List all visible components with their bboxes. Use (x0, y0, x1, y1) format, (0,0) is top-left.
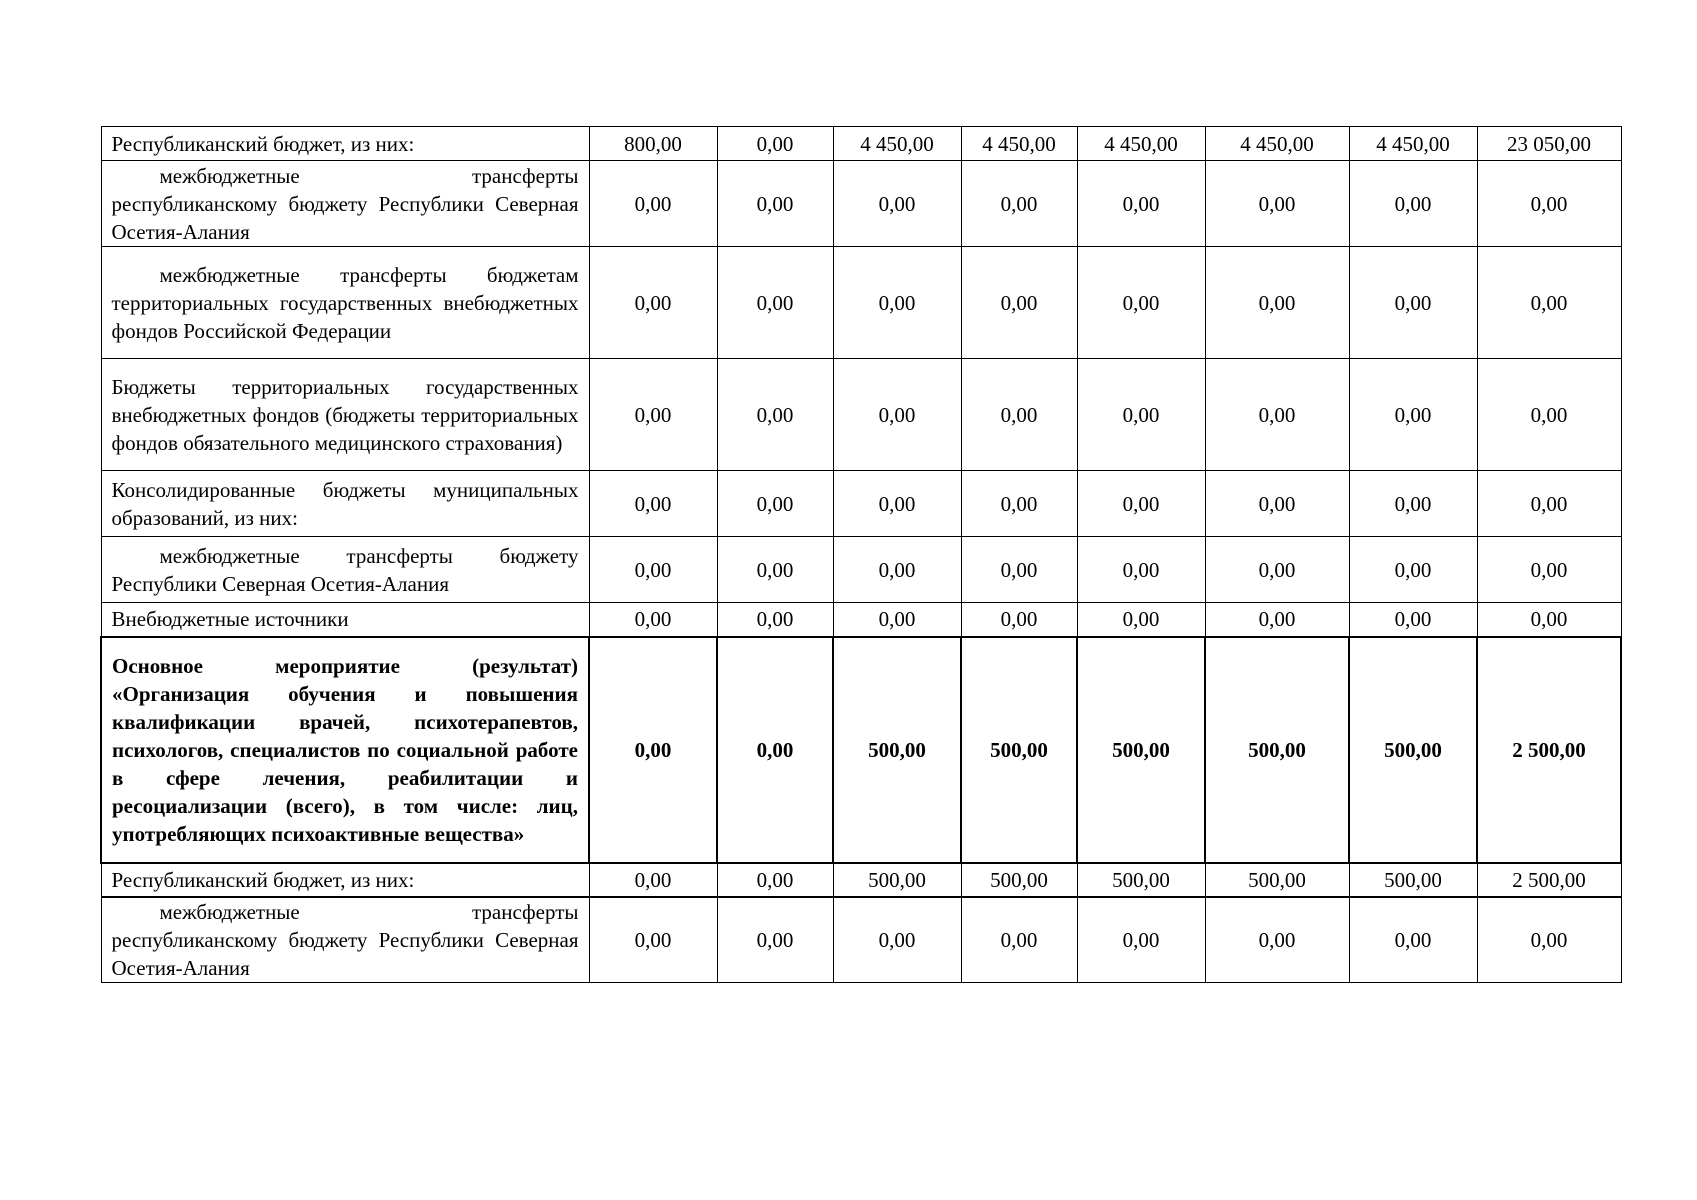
amount-cell: 4 450,00 (1349, 127, 1477, 161)
amount-cell: 0,00 (1077, 897, 1205, 983)
amount-cell: 0,00 (1349, 471, 1477, 537)
table-row (101, 359, 1621, 471)
amount-cell: 0,00 (1077, 603, 1205, 637)
row-label: межбюджетные трансферты бюджету Республики Северная Осетия-Алания (101, 537, 589, 603)
amount-cell: 0,00 (589, 897, 717, 983)
amount-cell: 0,00 (717, 471, 833, 537)
amount-cell: 500,00 (1205, 863, 1349, 897)
amount-cell: 0,00 (833, 537, 961, 603)
amount-cell: 500,00 (1077, 863, 1205, 897)
table-row (101, 537, 1621, 603)
amount-cell: 0,00 (961, 359, 1077, 471)
amount-cell: 0,00 (1205, 537, 1349, 603)
amount-cell: 0,00 (1205, 161, 1349, 247)
amount-cell: 0,00 (1477, 247, 1621, 359)
amount-cell: 0,00 (589, 161, 717, 247)
amount-cell: 0,00 (717, 161, 833, 247)
amount-cell: 0,00 (589, 471, 717, 537)
amount-cell: 0,00 (1349, 897, 1477, 983)
amount-cell: 0,00 (1077, 471, 1205, 537)
row-label: межбюджетные трансферты республиканскому бюджету Республики Северная Осетия-Алания (101, 161, 589, 247)
amount-cell: 0,00 (833, 603, 961, 637)
amount-cell: 0,00 (1477, 603, 1621, 637)
amount-cell: 0,00 (1205, 359, 1349, 471)
row-label: Бюджеты территориальных государственных внебюджетных фондов (бюджеты территориальных фондов обязательного медицинского страхования) (101, 359, 589, 471)
row-label: Внебюджетные источники (101, 603, 589, 637)
amount-cell: 0,00 (1205, 247, 1349, 359)
table-row (101, 637, 1621, 863)
table-row (101, 161, 1621, 247)
amount-cell: 0,00 (1477, 161, 1621, 247)
amount-cell: 0,00 (1077, 161, 1205, 247)
table-row (101, 247, 1621, 359)
amount-cell: 0,00 (717, 603, 833, 637)
amount-cell: 0,00 (1205, 897, 1349, 983)
amount-cell: 500,00 (1349, 863, 1477, 897)
amount-cell: 0,00 (961, 897, 1077, 983)
amount-cell: 0,00 (1077, 247, 1205, 359)
amount-cell: 0,00 (589, 637, 717, 863)
table-row (101, 863, 1621, 897)
amount-cell: 500,00 (833, 637, 961, 863)
amount-cell: 0,00 (1477, 359, 1621, 471)
amount-cell: 0,00 (717, 359, 833, 471)
amount-cell: 0,00 (1477, 537, 1621, 603)
amount-cell: 0,00 (717, 897, 833, 983)
amount-cell: 0,00 (717, 863, 833, 897)
table-row (101, 471, 1621, 537)
amount-cell: 4 450,00 (961, 127, 1077, 161)
amount-cell: 0,00 (717, 127, 833, 161)
amount-cell: 500,00 (1205, 637, 1349, 863)
amount-cell: 0,00 (961, 471, 1077, 537)
table-row (101, 897, 1621, 983)
funding-table (100, 126, 1622, 983)
amount-cell: 0,00 (589, 603, 717, 637)
row-label: Республиканский бюджет, из них: (101, 127, 589, 161)
amount-cell: 0,00 (1349, 603, 1477, 637)
amount-cell: 0,00 (717, 537, 833, 603)
amount-cell: 4 450,00 (1077, 127, 1205, 161)
amount-cell: 0,00 (1477, 897, 1621, 983)
amount-cell: 500,00 (833, 863, 961, 897)
amount-cell: 800,00 (589, 127, 717, 161)
amount-cell: 0,00 (589, 247, 717, 359)
amount-cell: 0,00 (1477, 471, 1621, 537)
amount-cell: 23 050,00 (1477, 127, 1621, 161)
amount-cell: 0,00 (961, 161, 1077, 247)
row-label: Основное мероприятие (результат) «Организация обучения и повышения квалификации врачей, психотерапевтов, психологов, специалистов по социальной работе в сфере лечения, реабилитации и ресоциализации (всего), в том числе: лиц, употребляющих психоактивные вещества» (101, 637, 589, 863)
amount-cell: 0,00 (961, 247, 1077, 359)
amount-cell: 2 500,00 (1477, 637, 1621, 863)
amount-cell: 0,00 (833, 247, 961, 359)
amount-cell: 0,00 (717, 637, 833, 863)
amount-cell: 500,00 (961, 863, 1077, 897)
table-body (101, 127, 1621, 983)
amount-cell: 500,00 (1077, 637, 1205, 863)
amount-cell: 0,00 (717, 247, 833, 359)
amount-cell: 0,00 (961, 603, 1077, 637)
table-row (101, 603, 1621, 637)
amount-cell: 0,00 (1349, 359, 1477, 471)
amount-cell: 0,00 (961, 537, 1077, 603)
amount-cell: 0,00 (589, 863, 717, 897)
amount-cell: 0,00 (1205, 471, 1349, 537)
amount-cell: 0,00 (1349, 161, 1477, 247)
amount-cell: 500,00 (1349, 637, 1477, 863)
amount-cell: 4 450,00 (833, 127, 961, 161)
amount-cell: 0,00 (589, 537, 717, 603)
amount-cell: 0,00 (833, 471, 961, 537)
amount-cell: 0,00 (589, 359, 717, 471)
row-label: межбюджетные трансферты республиканскому бюджету Республики Северная Осетия-Алания (101, 897, 589, 983)
amount-cell: 0,00 (833, 359, 961, 471)
amount-cell: 0,00 (1077, 537, 1205, 603)
amount-cell: 0,00 (833, 161, 961, 247)
amount-cell: 0,00 (1205, 603, 1349, 637)
amount-cell: 0,00 (1077, 359, 1205, 471)
row-label: межбюджетные трансферты бюджетам территориальных государственных внебюджетных фондов Российской Федерации (101, 247, 589, 359)
amount-cell: 500,00 (961, 637, 1077, 863)
amount-cell: 4 450,00 (1205, 127, 1349, 161)
row-label: Республиканский бюджет, из них: (101, 863, 589, 897)
amount-cell: 2 500,00 (1477, 863, 1621, 897)
amount-cell: 0,00 (1349, 247, 1477, 359)
amount-cell: 0,00 (1349, 537, 1477, 603)
table-row (101, 127, 1621, 161)
amount-cell: 0,00 (833, 897, 961, 983)
row-label: Консолидированные бюджеты муниципальных образований, из них: (101, 471, 589, 537)
